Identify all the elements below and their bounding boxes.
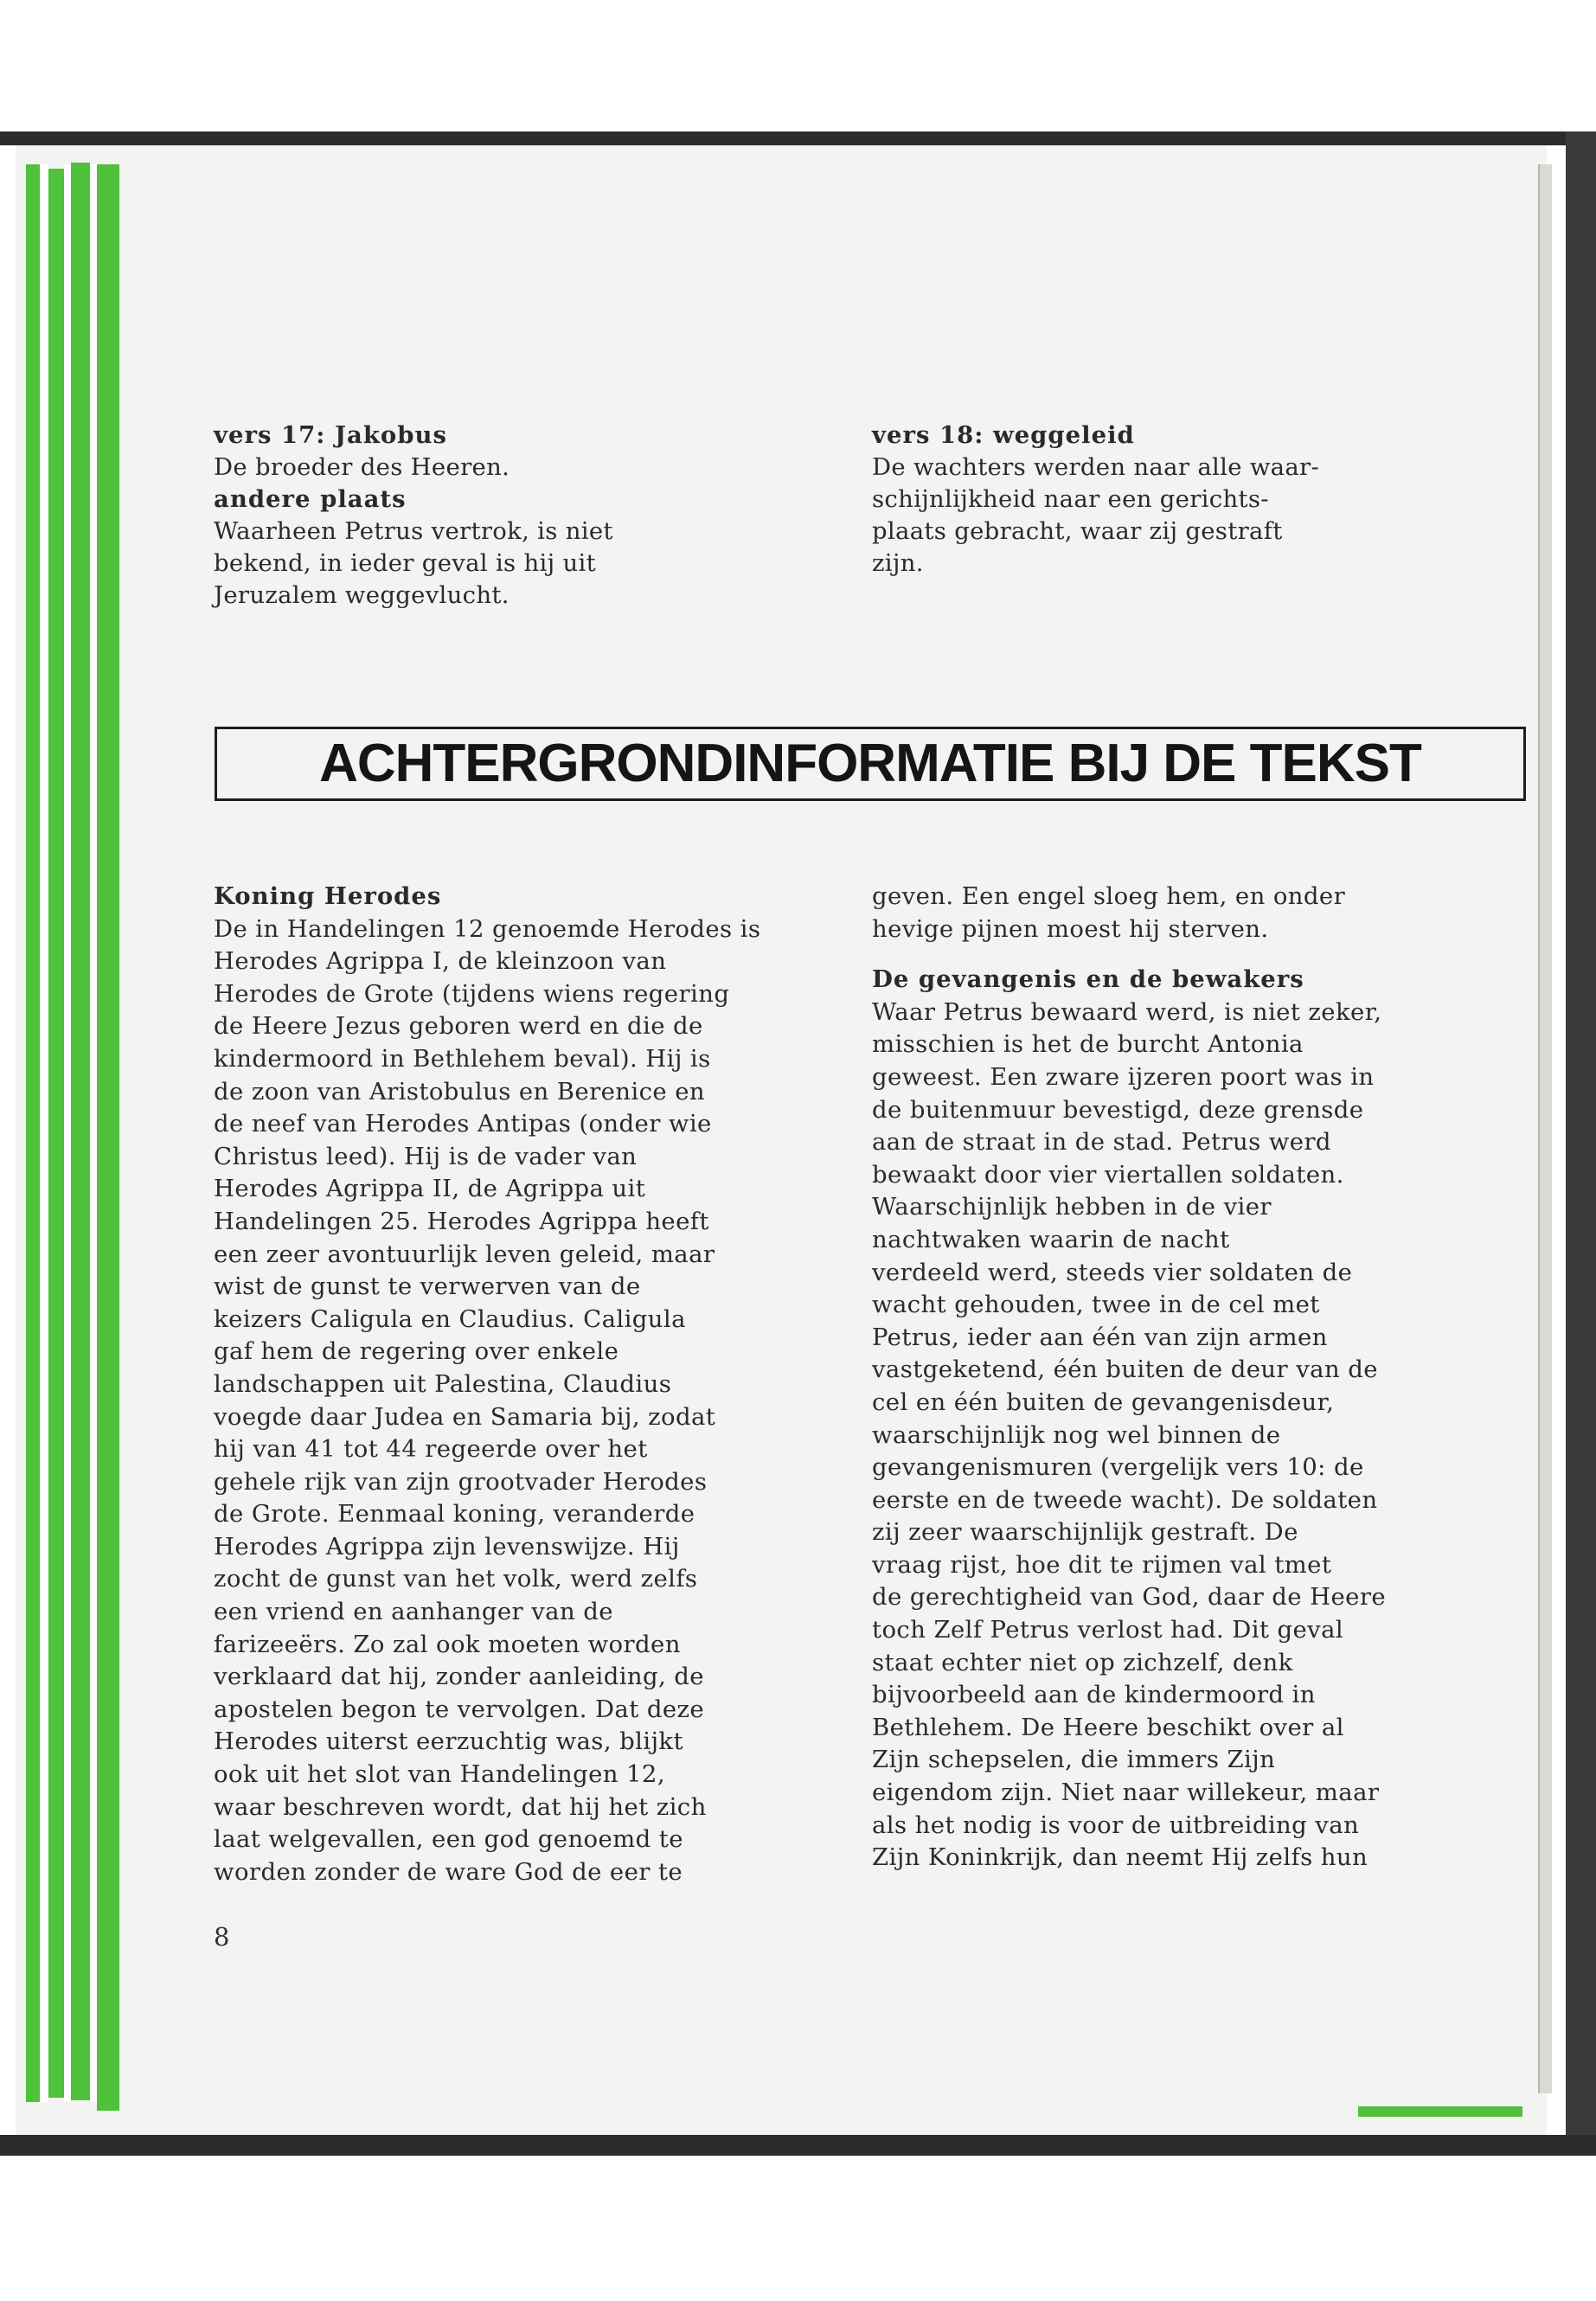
text-line: de buitenmuur bevestigd, deze grensde: [872, 1095, 1364, 1124]
text-line: schijnlijkheid naar een gerichts-: [872, 485, 1269, 513]
text-line: apostelen begon te vervolgen. Dat deze: [214, 1695, 705, 1723]
text-line: bewaakt door vier viertallen soldaten.: [872, 1160, 1344, 1189]
text-line: voegde daar Judea en Samaria bij, zodat: [214, 1402, 716, 1431]
text-line: Herodes de Grote (tijdens wiens regering: [214, 979, 730, 1008]
section-banner: ACHTERGRONDINFORMATIE BIJ DE TEKST: [215, 727, 1526, 801]
text-line: Herodes Agrippa I, de kleinzoon van: [214, 947, 667, 976]
text-line: Petrus, ieder aan één van zijn armen: [872, 1323, 1328, 1351]
text-line: Herodes Agrippa zijn levenswijze. Hij: [214, 1532, 680, 1561]
text-line: een zeer avontuurlijk leven geleid, maar: [214, 1240, 715, 1268]
verse-label: vers 18: weggeleid: [872, 421, 1135, 449]
text-line: geweest. Een zware ijzeren poort was in: [872, 1062, 1375, 1091]
text-line: Waar Petrus bewaard werd, is niet zeker,: [872, 997, 1382, 1026]
text-line: gevangenismuren (vergelijk vers 10: de: [872, 1453, 1364, 1482]
note-label: andere plaats: [214, 485, 407, 513]
section-heading: De gevangenis en de bewakers: [872, 965, 1304, 994]
text-line: landschappen uit Palestina, Claudius: [214, 1369, 672, 1398]
text-line: Zijn schepselen, die immers Zijn: [872, 1746, 1276, 1774]
text-line: bekend, in ieder geval is hij uit: [214, 549, 596, 577]
text-line: hevige pijnen moest hij sterven.: [872, 914, 1269, 943]
text-line: aan de straat in de stad. Petrus werd: [872, 1128, 1331, 1157]
text-line: kindermoord in Bethlehem beval). Hij is: [214, 1044, 711, 1073]
verse-notes-right: [872, 420, 1477, 580]
text-line: Jeruzalem weggevlucht.: [214, 581, 510, 609]
text-line: wacht gehouden, twee in de cel met: [872, 1291, 1320, 1319]
text-line: verdeeld werd, steeds vier soldaten de: [872, 1258, 1353, 1286]
text-line: de neef van Herodes Antipas (onder wie: [214, 1110, 712, 1138]
text-line: vraag rijst, hoe dit te rijmen val tmet: [872, 1550, 1332, 1579]
text-line: zocht de gunst van het volk, werd zelfs: [214, 1565, 698, 1593]
text-line: zij zeer waarschijnlijk gestraft. De: [872, 1518, 1298, 1547]
verse-notes-left: [214, 420, 836, 612]
body-column-right: [872, 881, 1495, 1875]
text-line: laat welgevallen, een god genoemd te: [214, 1825, 683, 1854]
text-line: hij van 41 tot 44 regeerde over het: [214, 1435, 648, 1464]
page-number: 8: [214, 1922, 230, 1952]
text-line: verklaard dat hij, zonder aanleiding, de: [214, 1663, 704, 1691]
text-line: zijn.: [872, 549, 924, 577]
text-line: de zoon van Aristobulus en Berenice en: [214, 1077, 705, 1106]
text-line: plaats gebracht, waar zij gestraft: [872, 517, 1283, 545]
text-line: staat echter niet op zichzelf, denk: [872, 1648, 1293, 1676]
text-line: de Grote. Eenmaal koning, veranderde: [214, 1500, 695, 1529]
text-line: keizers Caligula en Claudius. Caligula: [214, 1304, 686, 1333]
text-line: een vriend en aanhanger van de: [214, 1598, 613, 1626]
text-line: waar beschreven wordt, dat hij het zich: [214, 1792, 707, 1821]
text-line: farizeeërs. Zo zal ook moeten worden: [214, 1630, 681, 1658]
text-line: wist de gunst te verwerven van de: [214, 1272, 641, 1301]
text-line: bijvoorbeeld aan de kindermoord in: [872, 1681, 1316, 1709]
text-line: toch Zelf Petrus verlost had. Dit geval: [872, 1616, 1344, 1644]
text-line: misschien is het de burcht Antonia: [872, 1030, 1304, 1059]
text-line: geven. Een engel sloeg hem, en onder: [872, 882, 1346, 910]
text-line: eigendom zijn. Niet naar willekeur, maar: [872, 1779, 1380, 1807]
text-line: de Heere Jezus geboren werd en die de: [214, 1012, 703, 1041]
text-line: De broeder des Heeren.: [214, 453, 510, 481]
text-line: ook uit het slot van Handelingen 12,: [214, 1760, 665, 1789]
text-line: Waarschijnlijk hebben in de vier: [872, 1193, 1272, 1221]
text-line: Herodes Agrippa II, de Agrippa uit: [214, 1175, 646, 1203]
text-line: Zijn Koninkrijk, dan neemt Hij zelfs hun: [872, 1843, 1368, 1872]
section-heading: Koning Herodes: [214, 882, 442, 910]
text-line: gaf hem de regering over enkele: [214, 1337, 619, 1366]
text-line: De in Handelingen 12 genoemde Herodes is: [214, 914, 761, 943]
text-line: Handelingen 25. Herodes Agrippa heeft: [214, 1207, 709, 1235]
text-line: Christus leed). Hij is de vader van: [214, 1142, 638, 1170]
text-line: als het nodig is voor de uitbreiding van: [872, 1811, 1360, 1839]
body-column-left: [214, 881, 845, 1888]
text-line: De wachters werden naar alle waar-: [872, 453, 1320, 481]
text-line: Waarheen Petrus vertrok, is niet: [214, 517, 613, 545]
text-line: gehele rijk van zijn grootvader Herodes: [214, 1467, 708, 1496]
text-line: cel en één buiten de gevangenisdeur,: [872, 1388, 1335, 1416]
text-line: worden zonder de ware God de eer te: [214, 1857, 683, 1886]
text-line: de gerechtigheid van God, daar de Heere: [872, 1583, 1387, 1612]
text-line: waarschijnlijk nog wel binnen de: [872, 1420, 1281, 1449]
text-line: vastgeketend, één buiten de deur van de: [872, 1356, 1378, 1384]
verse-label: vers 17: Jakobus: [214, 421, 447, 449]
text-line: Herodes uiterst eerzuchtig was, blijkt: [214, 1727, 683, 1756]
text-line: nachtwaken waarin de nacht: [872, 1225, 1230, 1253]
text-line: eerste en de tweede wacht). De soldaten: [872, 1485, 1378, 1514]
text-line: Bethlehem. De Heere beschikt over al: [872, 1713, 1344, 1741]
paragraph-gap: [872, 945, 1495, 964]
